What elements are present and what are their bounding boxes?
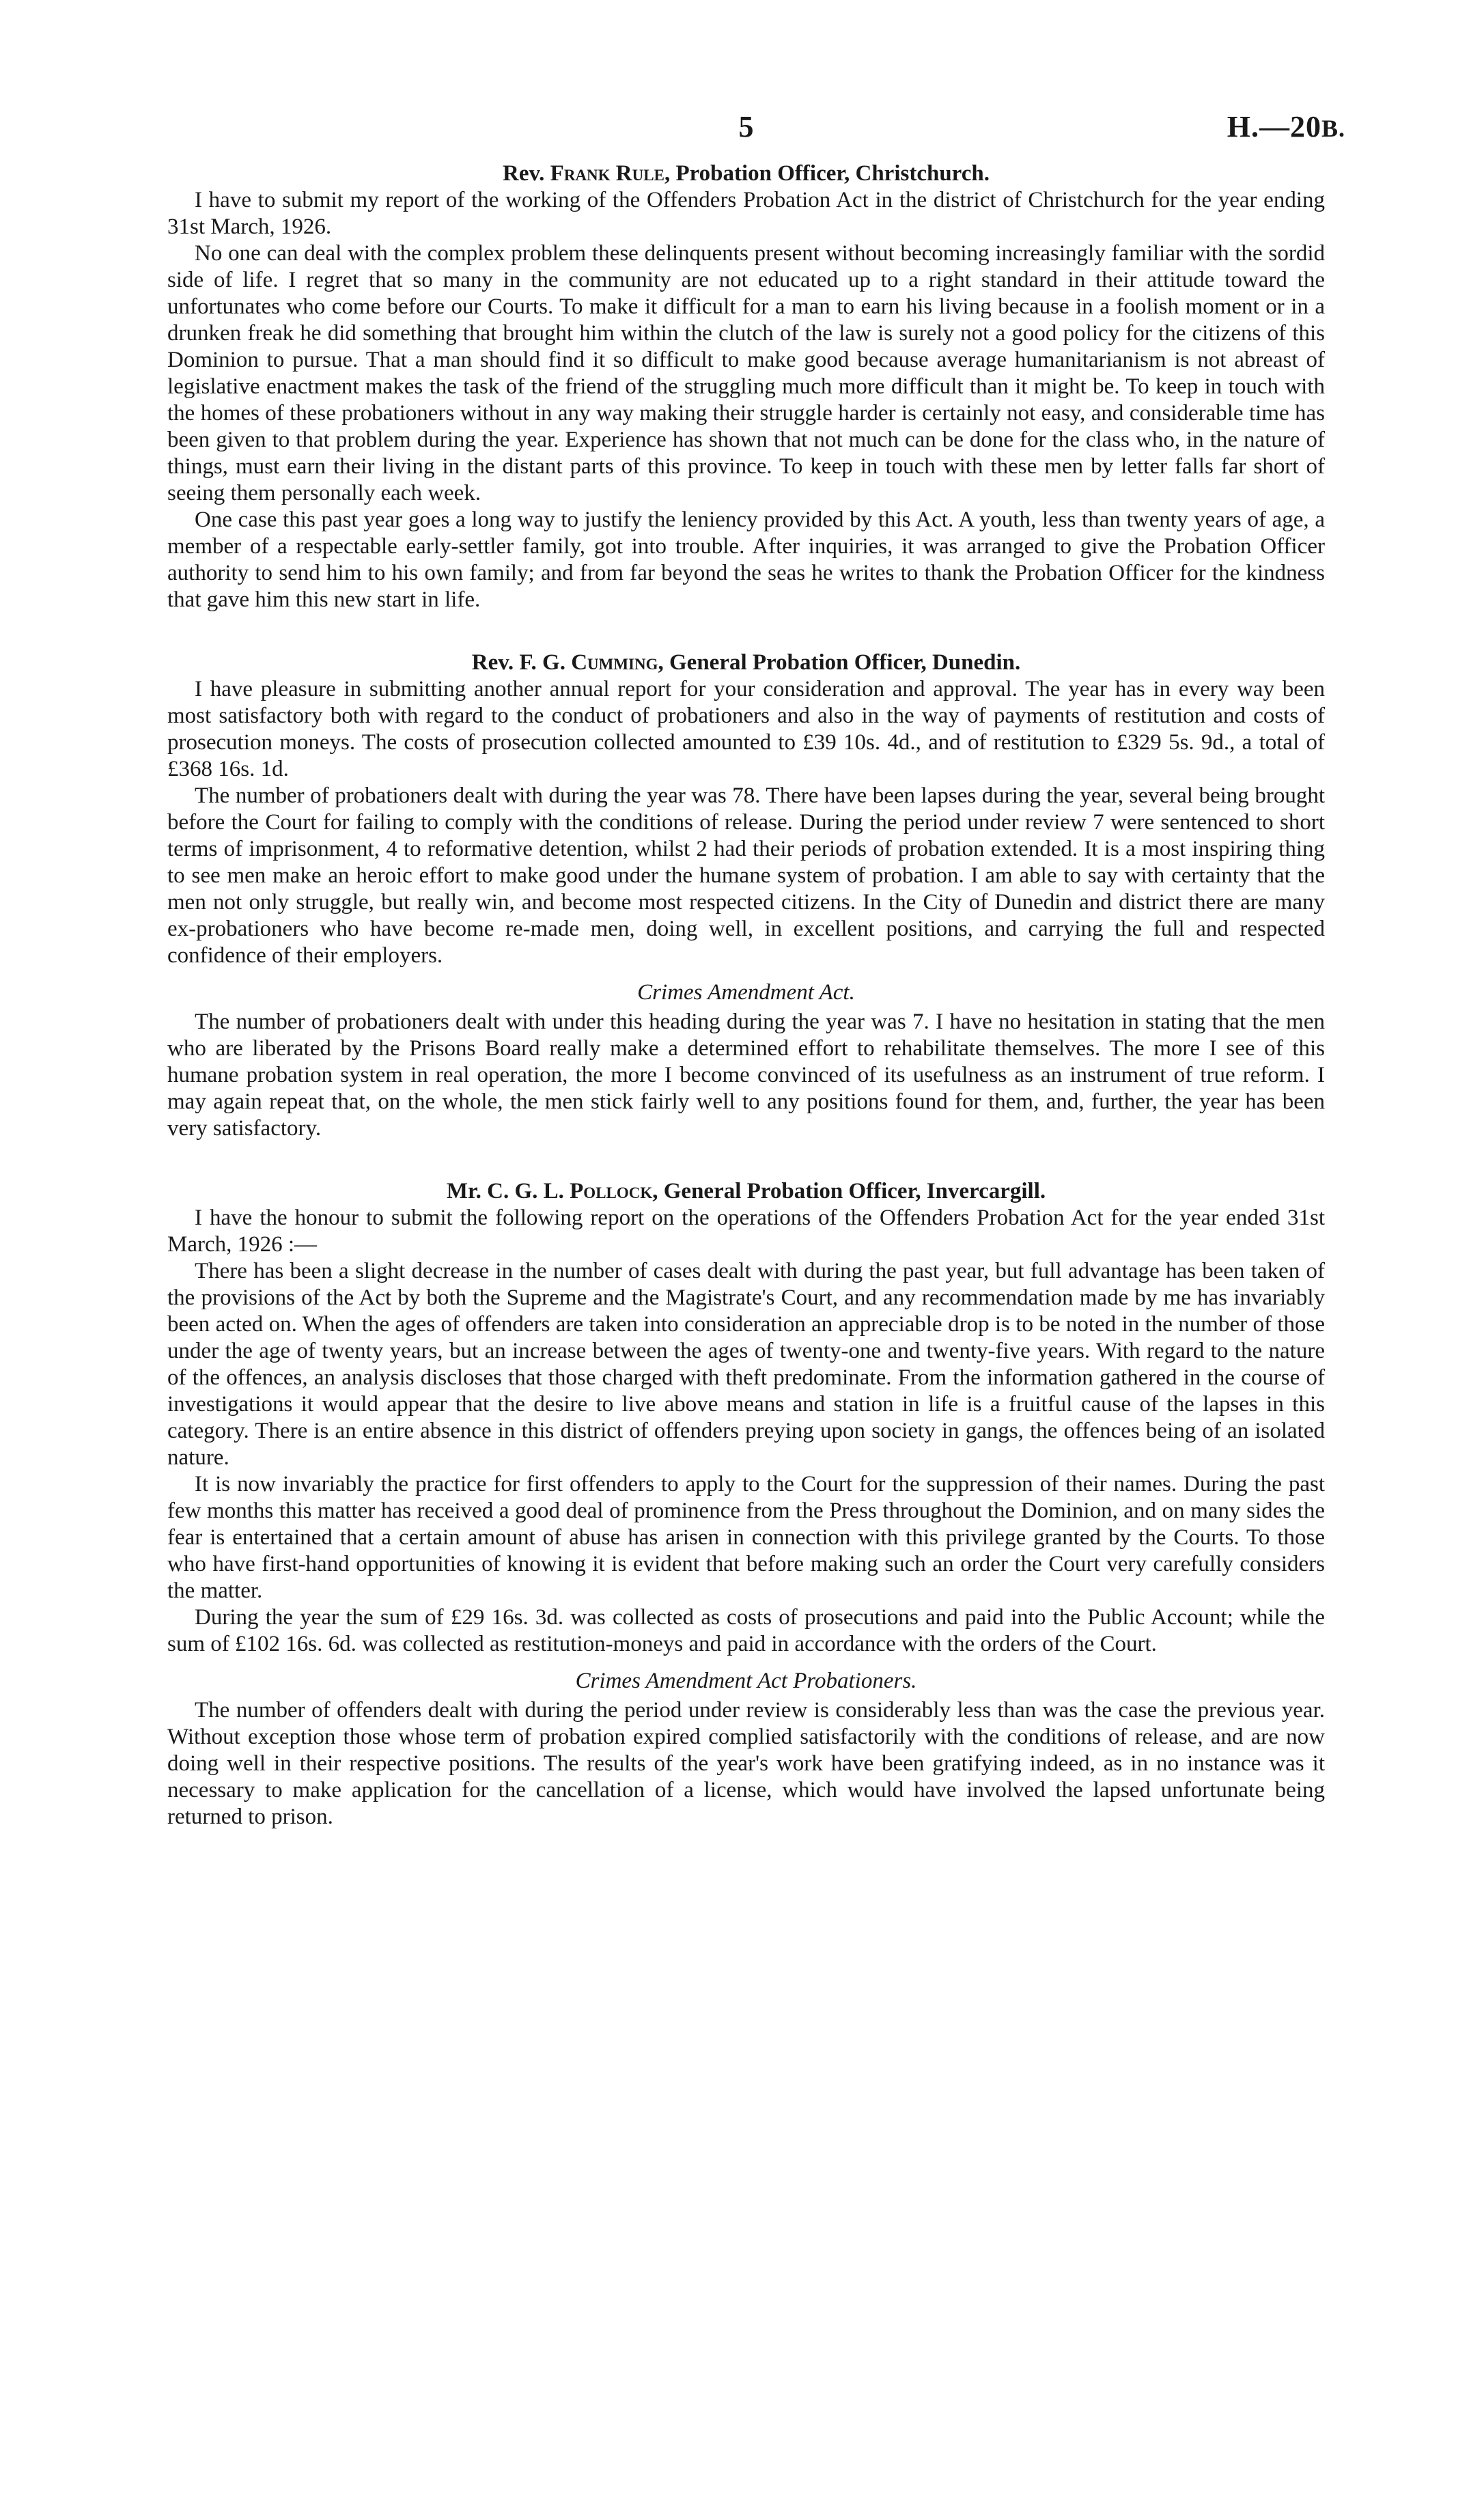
paragraph: The number of probationers dealt with during the year was 78. There have been lapses during the year, several being brought before the Court for failing to comply with the conditions of release. During the period under review 7 were sentenced to short terms of imprisonment, 4 to reformative detention, whilst 2 had their periods of probation extended. It is a most inspiring thing to see men make an heroic effort to make good under the humane system of probation. I am able to say with certainty that the men not only struggle, but really win, and become most respected citizens. In the City of Dunedin and district there are many ex-probationers who have become re-made men, doing well, in excellent positions, and carrying the full and respected confidence of their employers. <box>167 783 1325 968</box>
paragraph: The number of offenders dealt with during the period under review is considerably less than was the case the previous year. Without exception those whose term of probation expired complied satisfactorily with the conditions of release, and are now doing well in their respective positions. The results of the year's work have been gratifying indeed, as in no instance was it necessary to make application for the cancellation of a license, which would have involved the lapsed unfortunate being returned to prison. <box>167 1698 1325 1829</box>
paragraph: The number of probationers dealt with under this heading during the year was 7. I have no hesitation in stating that the men who are liberated by the Prisons Board really make a determined effort to rehabilitate themselves. The more I see of this humane probation system in real operation, the more I become convinced of its usefulness as an instrument of true reform. I may again repeat that, on the whole, the men stick fairly well to any positions found for them, and, further, the year has been very satisfactory. <box>167 1009 1325 1141</box>
section-heading <box>167 1178 1325 1205</box>
document-reference-main: H.—20 <box>1227 110 1321 143</box>
heading-title: Mr. C. G. L. <box>446 1179 570 1203</box>
paragraph: I have the honour to submit the following report on the operations of the Offenders Probation Act for the year ended 31st March, 1926 :— <box>167 1206 1325 1257</box>
heading-officer-name: Frank Rule <box>550 161 664 186</box>
heading-officer-name: Cumming <box>571 650 658 675</box>
heading-office: , General Probation Officer, Dunedin. <box>658 650 1021 675</box>
report-section-christchurch <box>167 160 1325 613</box>
sub-heading: Crimes Amendment Act. <box>637 980 855 1005</box>
paragraph: One case this past year goes a long way to justify the leniency provided by this Act. A youth, less than twenty years of age, a member of a respectable early-settler family, got into trouble. After inquiries, it was arranged to give the Probation Officer authority to send him to his own family; and from far beyond the seas he writes to thank the Probation Officer for the kindness that gave him this new start in life. <box>167 507 1325 612</box>
heading-office: , General Probation Officer, Invercargill. <box>652 1179 1046 1203</box>
paragraph: There has been a slight decrease in the number of cases dealt with during the past year, but full advantage has been taken of the provisions of the Act by both the Supreme and the Magistrate's Court, and any recommendation made by me has invariably been acted on. When the ages of offenders are taken into consideration an appreciable drop is to be noted in the number of those under the age of twenty years, but an increase between the ages of twenty-one and twenty-five years. With regard to the nature of the offences, an analysis discloses that those charged with theft predominate. From the information gathered in the course of investigations it would appear that the desire to live above means and station in life is a fruitful cause of the lapses in this category. There is an entire absence in this district of offenders preying upon society in gangs, the offences being of an isolated nature. <box>167 1259 1325 1470</box>
document-reference <box>1227 109 1345 144</box>
paragraph: During the year the sum of £29 16s. 3d. was collected as costs of prosecutions and paid into the Public Account; while the sum of £102 16s. 6d. was collected as restitution-moneys and paid in accordance with the orders of the Court. <box>167 1605 1325 1656</box>
heading-title: Rev. <box>503 161 550 186</box>
document-page <box>167 109 1345 1830</box>
document-reference-sub: B. <box>1321 115 1345 142</box>
heading-title: Rev. F. G. <box>471 650 572 675</box>
section-heading <box>167 649 1325 676</box>
paragraph: I have to submit my report of the working of the Offenders Probation Act in the district of Christchurch for the year ending 31st March, 1926. <box>167 188 1325 239</box>
page-header <box>167 109 1345 157</box>
paragraph: It is now invariably the practice for first offenders to apply to the Court for the suppression of their names. During the past few months this matter has received a good deal of prominence from the Press throughout the Dominion, and on many sides the fear is entertained that a certain amount of abuse has arisen in connection with this privilege granted by the Courts. To those who have first-hand opportunities of knowing it is evident that before making such an order the Court very carefully considers the matter. <box>167 1472 1325 1603</box>
report-section-dunedin <box>167 649 1325 1142</box>
report-section-invercargill <box>167 1178 1325 1830</box>
page-number: 5 <box>738 110 754 143</box>
heading-officer-name: Pollock <box>570 1179 653 1203</box>
paragraph: No one can deal with the complex problem these delinquents present without becoming increasingly familiar with the sordid side of life. I regret that so many in the community are not educated up to a right standard in their attitude toward the unfortunates who come before our Courts. To make it difficult for a man to earn his living because in a foolish moment or in a drunken freak he did something that brought him within the clutch of the law is surely not a good policy for the citizens of this Dominion to pursue. That a man should find it so difficult to make good because average humanitarianism is not abreast of legislative enactment makes the task of the friend of the struggling much more difficult than it might be. To keep in touch with the homes of these probationers without in any way making their struggle harder is certainly not easy, and considerable time has been given to that problem during the year. Experience has shown that not much can be done for the class who, in the nature of things, must earn their living in the distant parts of this province. To keep in touch with these men by letter falls far short of seeing them personally each week. <box>167 241 1325 505</box>
heading-office: , Probation Officer, Christchurch. <box>664 161 990 186</box>
paragraph: I have pleasure in submitting another annual report for your consideration and approval. The year has in every way been most satisfactory both with regard to the conduct of probationers and also in the way of payments of restitution and costs of prosecution moneys. The costs of prosecution collected amounted to £39 10s. 4d., and of restitution to £329 5s. 9d., a total of £368 16s. 1d. <box>167 677 1325 781</box>
sub-heading: Crimes Amendment Act Probationers. <box>575 1669 917 1693</box>
section-heading <box>167 160 1325 187</box>
